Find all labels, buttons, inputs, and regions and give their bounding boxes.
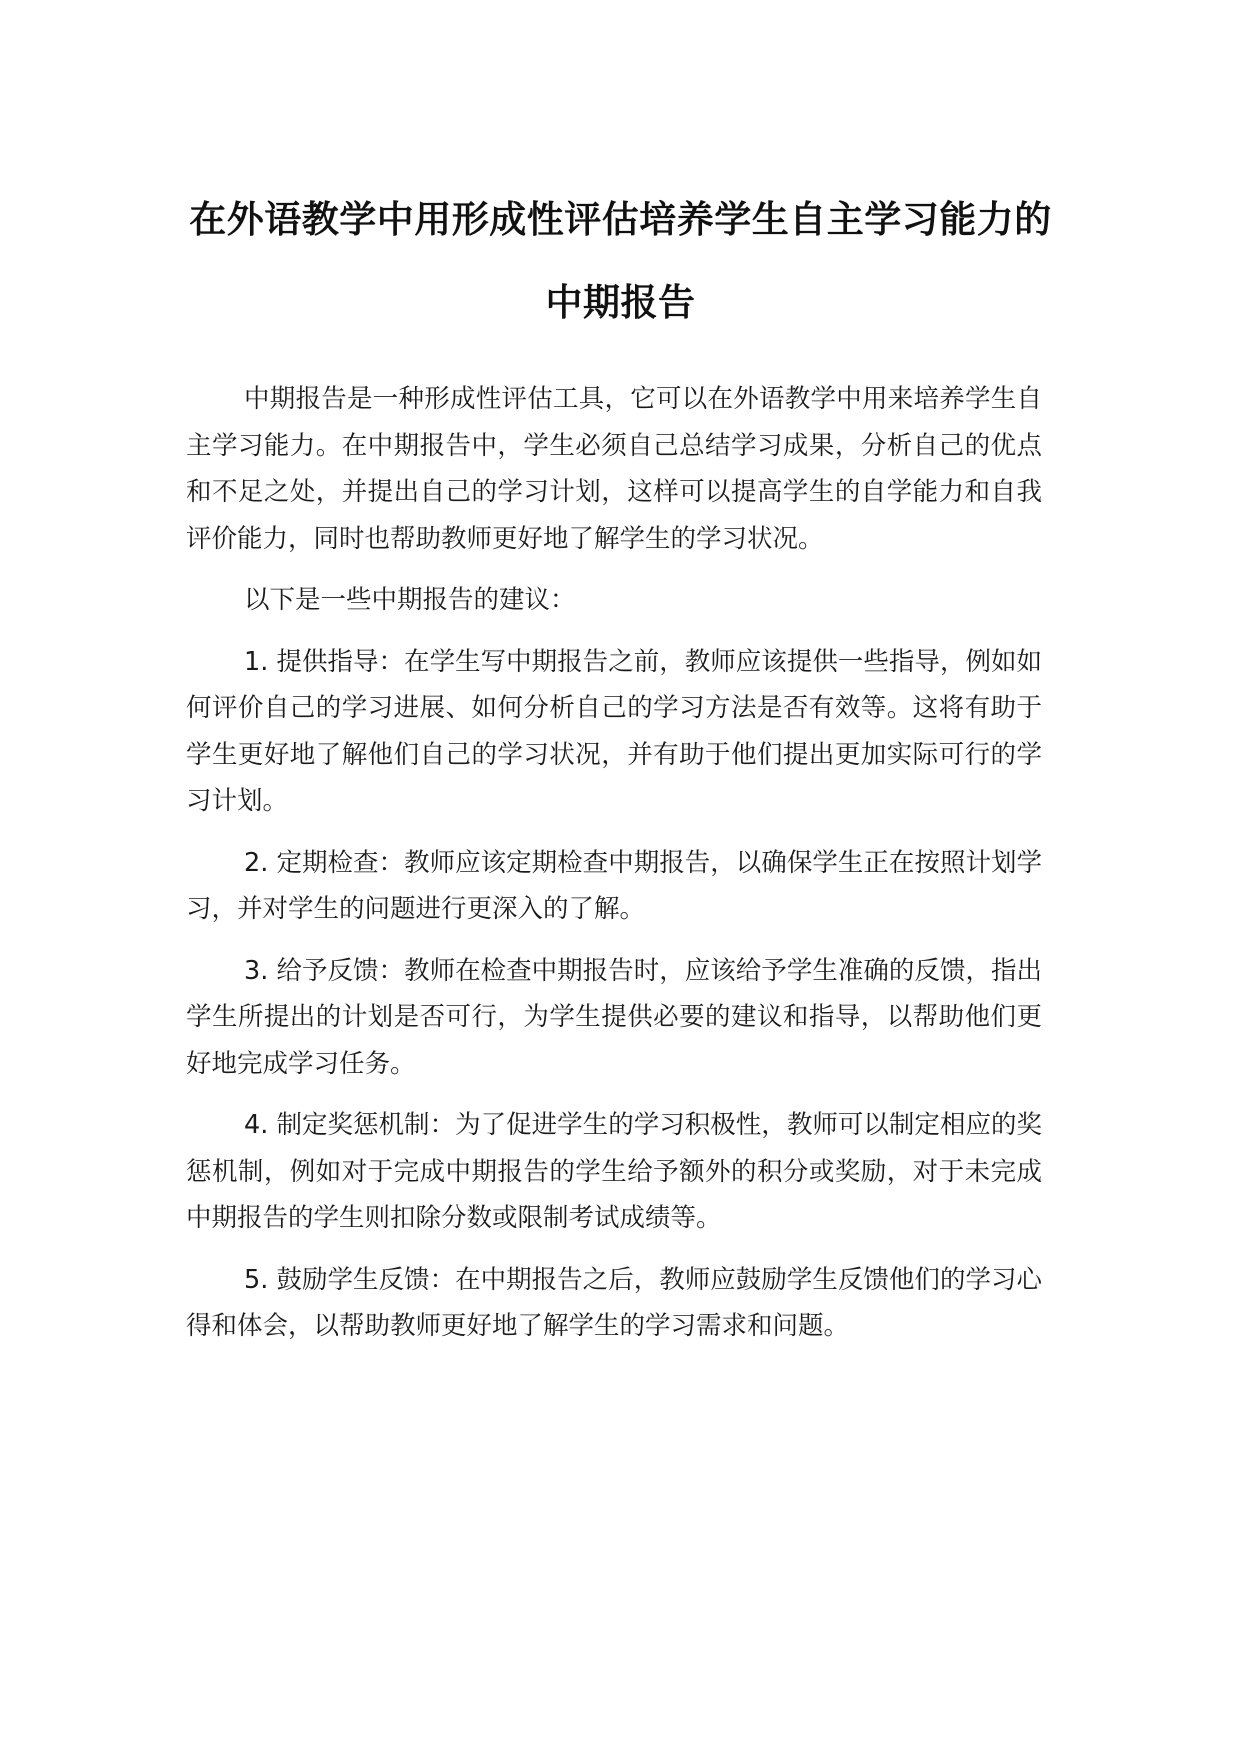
suggestion-item-3: 3. 给予反馈：教师在检查中期报告时，应该给予学生准确的反馈，指出学生所提出的计划是否可行，为学生提供必要的建议和指导，以帮助他们更好地完成学习任务。 xyxy=(186,955,1042,1079)
suggestion-item-1: 1. 提供指导：在学生写中期报告之前，教师应该提供一些指导，例如如何评价自己的学习进展、如何分析自己的学习方法是否有效等。这将有助于学生更好地了解他们自己的学习状况，并有助于他们提出更加实际可行的学习计划。 xyxy=(186,646,1042,816)
suggestion-item-4: 4. 制定奖惩机制：为了促进学生的学习积极性，教师可以制定相应的奖惩机制，例如对于完成中期报告的学生给予额外的积分或奖励，对于未完成中期报告的学生则扣除分数或限制考试成绩等。 xyxy=(186,1110,1042,1233)
suggestion-item-2: 2. 定期检查：教师应该定期检查中期报告，以确保学生正在按照计划学习，并对学生的问题进行更深入的了解。 xyxy=(186,847,1042,924)
suggestions-lead: 以下是一些中期报告的建议： xyxy=(244,585,576,615)
suggestion-item-5: 5. 鼓励学生反馈：在中期报告之后，教师应鼓励学生反馈他们的学习心得和体会，以帮助教师更好地了解学生的学习需求和问题。 xyxy=(186,1264,1042,1341)
document-body xyxy=(186,376,1042,1365)
document-title: 在外语教学中用形成性评估培养学生自主学习能力的中期报告 xyxy=(189,198,1052,324)
intro-paragraph: 中期报告是一种形成性评估工具，它可以在外语教学中用来培养学生自主学习能力。在中期报告中，学生必须自己总结学习成果，分析自己的优点和不足之处，并提出自己的学习计划，这样可以提高学生的自学能力和自我评价能力，同时也帮助教师更好地了解学生的学习状况。 xyxy=(186,384,1042,554)
